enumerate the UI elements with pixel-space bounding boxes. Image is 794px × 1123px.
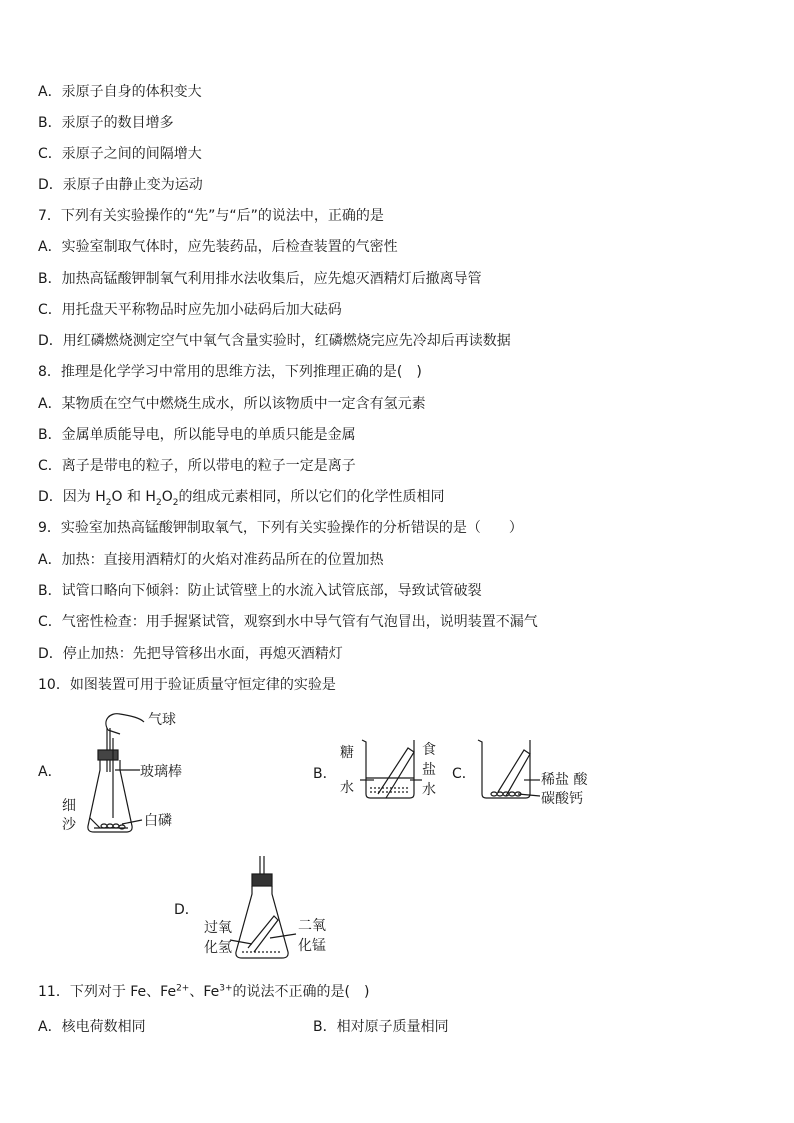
fig-b-salt-label-3: 水 (422, 782, 436, 798)
fig-a-sand-label-1: 细 (62, 798, 76, 814)
q7-option-d: D．用红磷燃烧测定空气中氧气含量实验时，红磷燃烧完应先冷却后再读数据 (38, 333, 511, 349)
q7-stem: 7．下列有关实验操作的“先”与“后”的说法中，正确的是 (38, 208, 384, 224)
q8-option-a: A．某物质在空气中燃烧生成水，所以该物质中一定含有氢元素 (38, 396, 426, 412)
q9-option-b: B．试管口略向下倾斜：防止试管壁上的水流入试管底部，导致试管破裂 (38, 583, 482, 599)
fig-c-carbonate-label: 碳酸钙 (541, 791, 583, 807)
q8-option-d: D．因为 $H_2O$ 和 $H_2O_2$的组成元素相同，所以它们的化学性质相同 (38, 489, 445, 508)
q7-option-b: B．加热高锰酸钾制氧气利用排水法收集后，应先熄灭酒精灯后撤离导管 (38, 271, 482, 287)
fig-c-acid-label: 稀盐 酸 (541, 772, 588, 788)
q9-option-d: D．停止加热：先把导管移出水面，再熄灭酒精灯 (38, 646, 343, 662)
q11-option-b: B．相对原子质量相同 (313, 1019, 449, 1035)
fig-c-beaker-diagram (478, 738, 542, 802)
q6-option-c: C．汞原子之间的间隔增大 (38, 146, 202, 162)
q10-stem: 10．如图装置可用于验证质量守恒定律的实验是 (38, 677, 336, 693)
fig-a-phosphorus-label: 白磷 (144, 813, 172, 829)
fig-d-peroxide-label-2: 化氢 (204, 940, 232, 956)
fig-b-beaker-diagram (360, 738, 420, 800)
fig-a-sand-label-2: 沙 (62, 817, 76, 833)
fig-d-mno2-label-2: 化锰 (298, 938, 326, 954)
q7-option-c: C．用托盘天平称物品时应先加小砝码后加大砝码 (38, 302, 342, 318)
fig-b-option-label: B． (313, 766, 337, 782)
fig-b-salt-label-2: 盐 (422, 762, 436, 778)
q6-option-d: D．汞原子由静止变为运动 (38, 177, 203, 193)
q8-stem: 8．推理是化学学习中常用的思维方法，下列推理正确的是( ) (38, 364, 422, 380)
fig-d-peroxide-label-1: 过氧 (204, 920, 232, 936)
fig-b-salt-label-1: 食 (422, 742, 436, 758)
fig-c-option-label: C． (452, 766, 476, 782)
q9-option-c: C．气密性检查：用手握紧试管，观察到水中导气管有气泡冒出，说明装置不漏气 (38, 614, 538, 630)
q11-stem: 11．下列对于 Fe、$Fe^{2+}$、$Fe^{3+}$的说法不正确的是( ) (38, 983, 370, 1000)
fig-b-sugar-label: 糖 (340, 745, 354, 761)
q6-option-b: B．汞原子的数目增多 (38, 115, 174, 131)
q9-option-a: A．加热：直接用酒精灯的火焰对准药品所在的位置加热 (38, 552, 384, 568)
fig-a-glass-rod-label: 玻璃棒 (140, 764, 182, 780)
q9-stem: 9．实验室加热高锰酸钾制取氧气，下列有关实验操作的分析错误的是（ ） (38, 520, 523, 536)
fig-d-mno2-label-1: 二氧 (298, 918, 326, 934)
fig-a-option-label: A． (38, 764, 62, 780)
q6-option-a: A．汞原子自身的体积变大 (38, 84, 202, 100)
fig-b-water-label: 水 (340, 780, 354, 796)
q7-option-a: A．实验室制取气体时，应先装药品，后检查装置的气密性 (38, 239, 398, 255)
fig-d-option-label: D． (174, 902, 199, 918)
fig-a-balloon-label: 气球 (148, 712, 176, 728)
q8-option-b: B．金属单质能导电，所以能导电的单质只能是金属 (38, 427, 356, 443)
q8-option-c: C．离子是带电的粒子，所以带电的粒子一定是离子 (38, 458, 356, 474)
q11-option-a: A．核电荷数相同 (38, 1019, 146, 1035)
